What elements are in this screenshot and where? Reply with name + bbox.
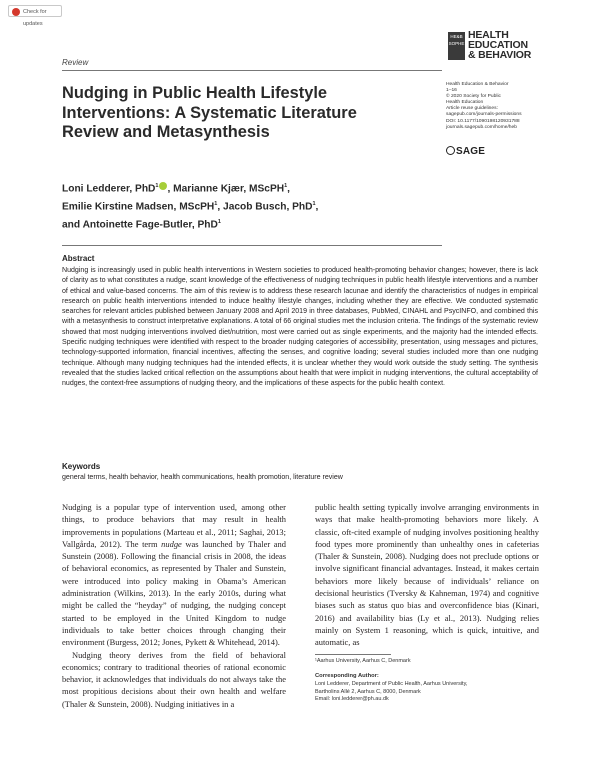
journal-name: Health Education & Behavior [446,82,509,87]
author-affiliation-mark: 1 [312,201,316,208]
author-affiliation-mark: 1 [214,201,218,208]
header-rule [62,70,442,71]
abstract-top-rule [62,245,442,246]
doi[interactable]: DOI: 10.1177/1090198120931788 [446,118,520,124]
author-line: Emilie Kirstine Madsen, MScPH$^1$, Jacob Busch, PhD$^1$, [62,201,319,213]
author-line: Loni Ledderer, PhD$^1$ , Marianne Kjær, MScPH$^1$, [62,183,291,195]
keywords-text: general terms, health behavior, health communications, health promotion, literature review [62,474,343,481]
author-name: Marianne Kjær, MScPH [173,183,285,195]
page-range: 1–16 [446,88,457,94]
abstract-heading: Abstract [62,254,95,263]
corresponding-line: Loni Ledderer, Department of Public Health, Aarhus University, [315,681,468,687]
journal-logo-line: EDUCATION [468,39,528,51]
author-list [62,179,362,234]
corresponding-author [315,681,539,704]
publisher-logo [446,146,485,157]
author-name: Antoinette Fage-Butler, PhD [82,219,218,231]
text-run: was launched by Thaler and Sunstein (2008). Following the financial crisis in 2008, the ideas of behavioral economics, as represented by Thaler and Sunstein, were introduced into policy making in Obama’s American administration (Wilkins, 2013). In the early 2010s, during what might be called the “heyday” of nudging, the nudging concept started to be employed in the United Kingdom to nudge individuals to take better choices through changing their environment (Burgess, 2012; Jones, Pykett & Whitehead, 2014). [62,538,286,648]
author-affiliation-mark: 1 [284,183,288,189]
article-title [62,84,422,143]
journal-home-link[interactable]: journals.sagepub.com/home/heb [446,124,517,130]
permissions-link[interactable]: sagepub.com/journals-permissions [446,112,522,118]
journal-meta [446,82,566,131]
body-column-right [315,501,539,649]
check-for-updates-badge[interactable] [8,5,62,27]
journal-logo-text [468,30,531,60]
journal-logo-line: & BEHAVIOR [468,49,532,61]
corresponding-line: Bartholins Allé 2, Aarhus C, 8000, Denmark [315,688,421,695]
author-affiliation-mark: 1 [155,183,159,189]
author-affiliation-mark: 1 [217,219,221,226]
author-name: Emilie Kirstine Madsen, MScPH [62,201,215,213]
body-column-left [62,501,286,710]
abstract-text: Nudging is increasingly used in public health interventions in Western societies to produced health-promoting behavior changes; however, there is lack of clarity as to what constitutes a nudge, scant knowledge of the effectiveness of nudging techniques in public health lifestyle interventions and a number of ethical and value-based concerns. The aim of this review is to address these research lacunae and identify the characteristics of nudges in empirical research on public health interventions intended to induce healthy lifestyle changes, including whether they are effective. We conducted systematic searches for relevant articles published between January 2008 and April 2019 in three databases, PubMed, CINAHL and PsycINFO, and combined this with a metasynthesis to construct interpretative explanations. A total of 66 original studies met the inclusion criteria. The findings of the systematic review showed that most nudging interventions involved diet/nutrition, most were carried out as single experiments, and the majority had the intended effects. Specific nudging techniques were identified with respect to the broader nudging categories of accessibility, presentation, using messages and pictures, technology-supported information, financial incentives, affecting the senses, and cognitive loading; several studies included more than one nudging technique. Although many nudging techniques had the intended effects, it is unclear whether they would work outside the study setting. The synthesis revealed that the studies lacked critical reflection on the assumptions about health that were implicit in nudging interventions, the cultural acceptability of nudges, the context-free assumptions of nudging theory, and the implications of these aspects for the public health context. [62,267,538,388]
copyright-cont: Health Education [446,100,484,106]
keywords-heading: Keywords [62,462,101,471]
copyright: © 2020 Society for Public [446,94,501,100]
sage-icon [446,146,455,155]
affiliation: ¹Aarhus University, Aarhus C, Denmark [315,658,411,664]
publisher-name: SAGE [456,146,486,157]
text-run: public health setting typically involve arranging environments in ways that make health-promoting behaviors more likely. A classic, oft-cited example of nudging involves positioning healthy food types more prominently than unhealthy ones in cafeterias (Thaler & Sunstein, 2008). Nudging does not preclude options or involve significant financial advantages. Instead, it makes certain behaviors more likely because of individuals’ reliance on decisional heuristics (Tversky & Kahneman, 1974) and cognitive biases such as status quo bias and overconfidence bias (Kinari, 2016) and availability bias (Ly et al., 2013). Nudging relies mainly on System 1 reasoning, which is quick, intuitive, and automatic, as [315,502,539,648]
author-line: and Antoinette Fage-Butler, PhD$^1$ [62,219,221,231]
italic-term: nudge [161,538,182,549]
title-line: Interventions: A Systematic Literature [62,103,357,122]
check-for-updates-label: Check for updates [23,9,47,27]
body-paragraph [62,649,286,710]
journal-logo [448,30,548,68]
journal-logo-mark: HE&B SOPHE [448,32,465,60]
author-name: Loni Ledderer, PhD [62,183,156,195]
title-line: Review and Metasynthesis [62,123,270,141]
text-run: Nudging is a popular type of intervention used, among other things, to produce behaviors that may result in health improvements in populations (Marteau et al., 2011; Saghai, 2013; Vallgårda, 2012). The term [62,502,286,549]
corresponding-email[interactable]: Email: loni.ledderer@ph.au.dk [315,696,389,702]
journal-logo-line: HEALTH [468,29,509,41]
reuse-label: Article reuse guidelines: [446,106,498,112]
body-paragraph [315,501,539,649]
article-type: Review [62,58,89,67]
crossmark-icon [12,8,20,16]
body-paragraph [62,501,286,649]
title-line: Nudging in Public Health Lifestyle [62,84,328,102]
author-name: Jacob Busch, PhD [223,201,313,213]
corresponding-author-heading: Corresponding Author: [315,673,379,679]
footnote-rule [315,654,391,655]
text-run: Nudging theory derives from the field of behavioral economics; contrary to traditional theories of rational economic behavior, it acknowledges that individuals do not always take the most propitious decisions about their own health and welfare (Thaler & Sunstein, 2008). Nudging initiatives in a [62,649,286,709]
